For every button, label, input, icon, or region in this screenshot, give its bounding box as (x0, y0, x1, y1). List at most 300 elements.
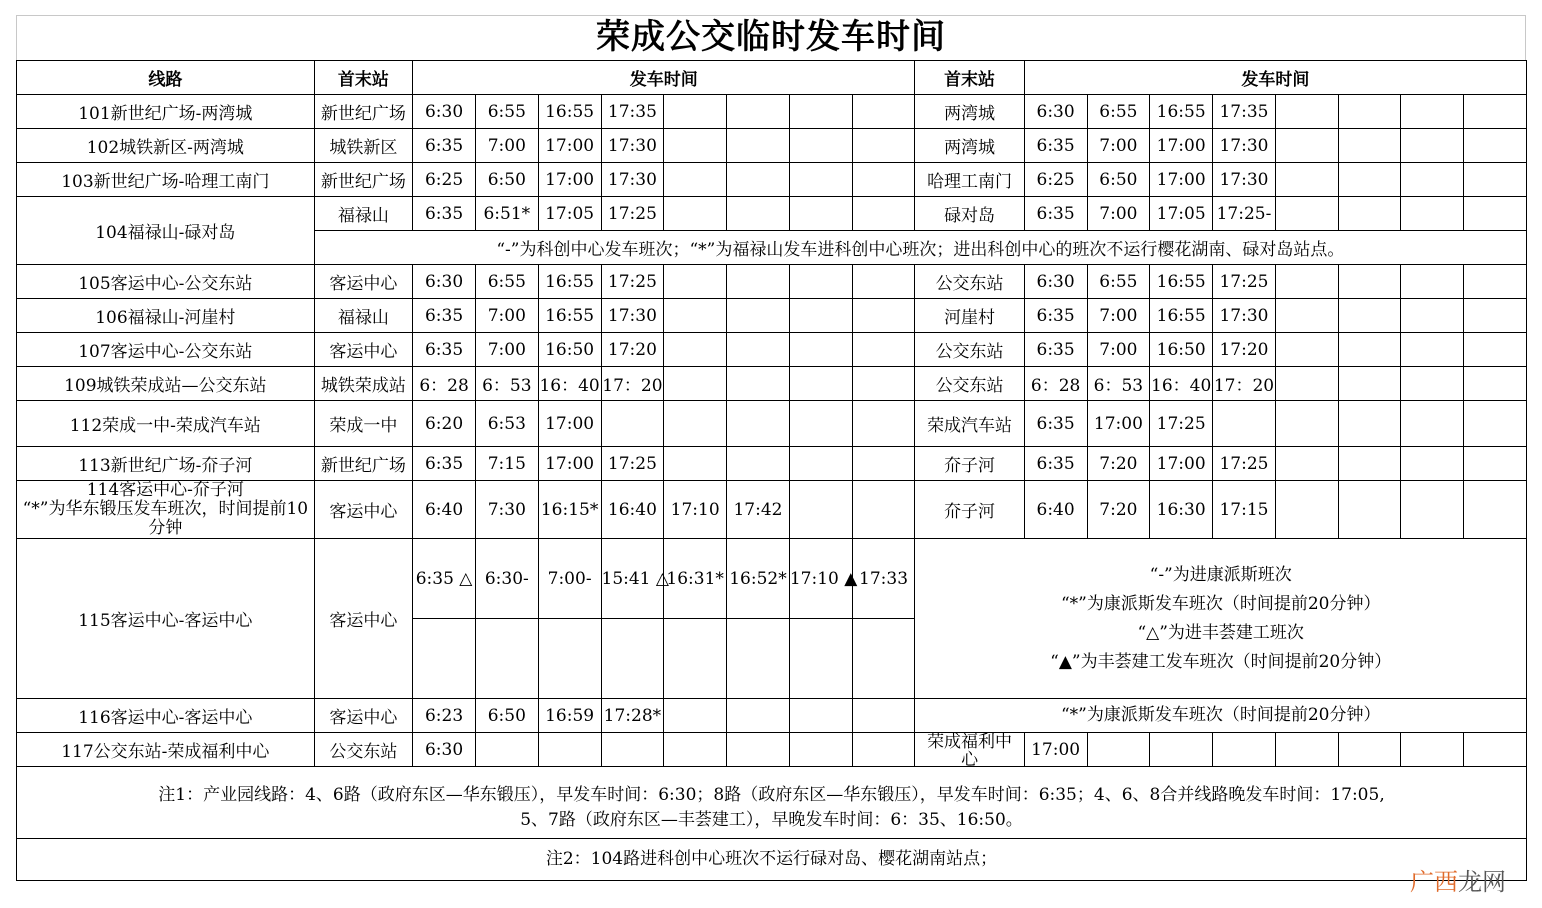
a-time-cell: 17:10 (664, 481, 727, 539)
a-time-cell: 16:55 (538, 265, 601, 299)
timetable-grid (16, 60, 1527, 881)
b-stop: 夼子河 (915, 481, 1024, 539)
route-row (17, 95, 1527, 129)
a-time-cell: 6:35 (413, 197, 476, 231)
b-time-cell (1464, 163, 1527, 197)
legend-line: “*”为康派斯发车班次（时间提前20分钟） (1060, 593, 1381, 614)
b-stop-line: 心 (961, 750, 979, 770)
b-time-cell (1150, 733, 1213, 767)
b-time-cell (1464, 197, 1527, 231)
legend-line: “△”为进丰荟建工班次 (1137, 622, 1304, 643)
b-time-cell (1338, 481, 1401, 539)
b-time-cell: 17:00 (1150, 447, 1213, 481)
a-time-cell: 6:51* (475, 197, 538, 231)
a-time-cell (475, 733, 538, 767)
b-time-cell (1338, 265, 1401, 299)
a-time-cell: 6:35 (413, 447, 476, 481)
a-time-cell: 16:15* (538, 481, 601, 539)
b-time-cell (1464, 481, 1527, 539)
a-time-cell (852, 197, 915, 231)
a-time-cell (664, 619, 727, 699)
b-time-cell (1338, 95, 1401, 129)
b-time-cell (1213, 401, 1276, 447)
route-name: 112荣成一中-荣成汽车站 (17, 401, 315, 447)
a-time-cell (727, 95, 790, 129)
b-time-cell: 17:30 (1213, 129, 1276, 163)
route-name: 107客运中心-公交东站 (17, 333, 315, 367)
route-name: 104福禄山-碌对岛 (17, 197, 315, 265)
b-time-cell: 17:30 (1213, 163, 1276, 197)
a-time-cell (413, 619, 476, 699)
b-stop: 公交东站 (915, 333, 1024, 367)
a-time-cell (727, 401, 790, 447)
header-times-b: 发车时间 (1024, 61, 1526, 95)
a-time-cell (789, 299, 852, 333)
a-time-cell (664, 733, 727, 767)
a-time-cell (475, 619, 538, 699)
a-time-cell: 6:20 (413, 401, 476, 447)
a-time-cell: 6:55 (475, 265, 538, 299)
a-stop: 客运中心 (314, 333, 413, 367)
a-time-cell: 16:55 (538, 95, 601, 129)
b-time-cell (1464, 129, 1527, 163)
b-time-cell: 17:35 (1213, 95, 1276, 129)
b-time-cell: 6:55 (1087, 95, 1150, 129)
b-time-cell: 17:00 (1087, 401, 1150, 447)
b-time-cell (1338, 197, 1401, 231)
a-time-cell (789, 367, 852, 401)
a-time-cell: 6：28 (413, 367, 476, 401)
header-route: 线路 (17, 61, 315, 95)
a-time-cell: 17:00 (538, 163, 601, 197)
a-time-cell (789, 447, 852, 481)
a-time-cell (789, 733, 852, 767)
a-time-cell (664, 447, 727, 481)
route-row (17, 333, 1527, 367)
a-time-cell (538, 619, 601, 699)
b-time-cell: 16:55 (1150, 299, 1213, 333)
b-time-cell (1401, 129, 1464, 163)
route-row (17, 401, 1527, 447)
watermark-part1: 广西 (1410, 868, 1458, 896)
a-time-cell: 17:30 (601, 299, 664, 333)
b-stop: 碌对岛 (915, 197, 1024, 231)
b-time-cell: 17:05 (1150, 197, 1213, 231)
b-time-cell (1401, 197, 1464, 231)
b-time-cell: 17：20 (1213, 367, 1276, 401)
b-time-cell: 6:35 (1024, 129, 1087, 163)
a-time-cell (727, 265, 790, 299)
b-time-cell (1401, 401, 1464, 447)
route-name: 117公交东站-荣成福利中心 (17, 733, 315, 767)
a-time-cell (727, 163, 790, 197)
a-time-cell: 7:00 (475, 299, 538, 333)
b-time-cell (1401, 95, 1464, 129)
a-stop: 新世纪广场 (314, 95, 413, 129)
a-time-cell (538, 733, 601, 767)
a-time-cell: 6:30- (475, 539, 538, 619)
b-time-cell (1401, 733, 1464, 767)
b-time-cell (1464, 333, 1527, 367)
a-time-cell (852, 95, 915, 129)
a-time-cell: 6:55 (475, 95, 538, 129)
a-time-cell: 17:25 (601, 447, 664, 481)
b-time-cell (1464, 447, 1527, 481)
a-time-cell: 17:10 ▲ (789, 539, 852, 619)
b-time-cell: 6:25 (1024, 163, 1087, 197)
b-time-cell: 7:00 (1087, 129, 1150, 163)
route-name: 106福禄山-河崖村 (17, 299, 315, 333)
b-time-cell (1213, 733, 1276, 767)
a-stop: 城铁新区 (314, 129, 413, 163)
header-terminal-a: 首末站 (314, 61, 413, 95)
b-time-cell (1275, 447, 1338, 481)
route-row (17, 481, 1527, 539)
b-time-cell (1464, 401, 1527, 447)
a-time-cell (789, 481, 852, 539)
b-time-cell (1338, 129, 1401, 163)
a-time-cell: 16:40 (601, 481, 664, 539)
a-time-cell (664, 299, 727, 333)
a-time-cell (789, 401, 852, 447)
b-time-cell (1275, 163, 1338, 197)
route-row (17, 733, 1527, 767)
a-time-cell (852, 401, 915, 447)
route-116-note: “*”为康派斯发车班次（时间提前20分钟） (915, 699, 1527, 733)
b-time-cell: 7:00 (1087, 299, 1150, 333)
route-row (17, 265, 1527, 299)
a-time-cell (727, 129, 790, 163)
a-time-cell: 6:50 (475, 163, 538, 197)
b-time-cell (1275, 481, 1338, 539)
b-time-cell: 7:00 (1087, 197, 1150, 231)
route-name: 109城铁荣成站—公交东站 (17, 367, 315, 401)
a-time-cell: 16：40 (538, 367, 601, 401)
a-time-cell (789, 129, 852, 163)
b-time-cell: 6:35 (1024, 401, 1087, 447)
b-time-cell (1275, 129, 1338, 163)
a-time-cell (852, 265, 915, 299)
b-time-cell: 16:55 (1150, 265, 1213, 299)
b-time-cell (1464, 733, 1527, 767)
a-time-cell: 6:25 (413, 163, 476, 197)
a-time-cell (664, 699, 727, 733)
a-time-cell: 6:30 (413, 265, 476, 299)
route-115-legend (915, 539, 1527, 699)
b-stop: 两湾城 (915, 95, 1024, 129)
a-time-cell (789, 619, 852, 699)
route-row (17, 163, 1527, 197)
b-stop: 夼子河 (915, 447, 1024, 481)
a-time-cell (852, 733, 915, 767)
page-title: 荣成公交临时发车时间 (596, 17, 946, 57)
a-time-cell: 17:30 (601, 163, 664, 197)
b-time-cell (1401, 367, 1464, 401)
b-time-cell (1275, 367, 1338, 401)
a-time-cell (727, 367, 790, 401)
a-time-cell (664, 401, 727, 447)
route-name (17, 481, 315, 539)
a-time-cell (789, 197, 852, 231)
a-time-cell (601, 733, 664, 767)
b-time-cell (1401, 265, 1464, 299)
b-time-cell: 7:00 (1087, 333, 1150, 367)
header-row (17, 61, 1527, 95)
a-stop: 福禄山 (314, 197, 413, 231)
a-stop: 客运中心 (314, 481, 413, 539)
route-name-line: 114客运中心-夼子河 (86, 480, 244, 500)
footnote-line: 注1：产业园线路：4、6路（政府东区—华东锻压），早发车时间：6:30；8路（政府东区—华东锻压），早发车时间：6:35；4、6、8合并线路晚发车时间：17:05, (158, 785, 1385, 805)
b-time-cell: 6:35 (1024, 197, 1087, 231)
b-time-cell (1401, 447, 1464, 481)
route-name: 102城铁新区-两湾城 (17, 129, 315, 163)
b-time-cell: 6:50 (1087, 163, 1150, 197)
a-time-cell: 16:52* (727, 539, 790, 619)
b-time-cell: 6:35 (1024, 333, 1087, 367)
a-time-cell: 6:23 (413, 699, 476, 733)
a-time-cell: 6:35 (413, 299, 476, 333)
route-name: 101新世纪广场-两湾城 (17, 95, 315, 129)
a-time-cell: 6:35 △ (413, 539, 476, 619)
b-time-cell: 6:35 (1024, 447, 1087, 481)
b-time-cell: 17:25- (1213, 197, 1276, 231)
watermark (1410, 862, 1506, 897)
route-name: 115客运中心-客运中心 (17, 539, 315, 699)
b-time-cell: 17:15 (1213, 481, 1276, 539)
a-time-cell: 17:25 (601, 265, 664, 299)
a-time-cell (852, 333, 915, 367)
a-stop: 新世纪广场 (314, 163, 413, 197)
b-time-cell: 6：28 (1024, 367, 1087, 401)
b-time-cell (1275, 197, 1338, 231)
a-time-cell (664, 197, 727, 231)
a-time-cell (789, 699, 852, 733)
a-stop: 福禄山 (314, 299, 413, 333)
b-stop: 荣成汽车站 (915, 401, 1024, 447)
b-stop-line: 荣成福利中 (927, 732, 1013, 752)
b-time-cell (1464, 265, 1527, 299)
a-time-cell: 7:00- (538, 539, 601, 619)
footnote-row (17, 767, 1527, 839)
b-time-cell: 6:55 (1087, 265, 1150, 299)
b-time-cell (1275, 401, 1338, 447)
header-terminal-b: 首末站 (915, 61, 1024, 95)
a-time-cell (727, 333, 790, 367)
a-time-cell: 17:28* (601, 699, 664, 733)
b-time-cell: 17:25 (1213, 447, 1276, 481)
a-time-cell: 6:53 (475, 401, 538, 447)
a-time-cell (664, 129, 727, 163)
b-stop: 公交东站 (915, 367, 1024, 401)
b-stop: 河崖村 (915, 299, 1024, 333)
b-time-cell: 17:20 (1213, 333, 1276, 367)
route-row (17, 367, 1527, 401)
a-time-cell: 17:00 (538, 129, 601, 163)
b-stop: 两湾城 (915, 129, 1024, 163)
a-time-cell: 16:55 (538, 299, 601, 333)
timetable-body (17, 61, 1527, 881)
a-time-cell (852, 129, 915, 163)
b-time-cell (1275, 95, 1338, 129)
route-row (17, 699, 1527, 733)
route-row (17, 539, 1527, 619)
route-row (17, 197, 1527, 231)
a-time-cell: 17:20 (601, 333, 664, 367)
a-time-cell (789, 265, 852, 299)
b-time-cell (1087, 733, 1150, 767)
a-time-cell (852, 619, 915, 699)
b-time-cell (1464, 367, 1527, 401)
footnote-1 (17, 767, 1527, 839)
b-time-cell: 17:00 (1024, 733, 1087, 767)
a-stop: 荣成一中 (314, 401, 413, 447)
a-time-cell (789, 333, 852, 367)
a-time-cell: 7:00 (475, 333, 538, 367)
b-time-cell (1338, 447, 1401, 481)
a-stop: 新世纪广场 (314, 447, 413, 481)
a-time-cell (601, 619, 664, 699)
a-time-cell: 17:00 (538, 401, 601, 447)
a-time-cell: 17:35 (601, 95, 664, 129)
a-time-cell (852, 299, 915, 333)
footnote-row (17, 839, 1527, 881)
b-time-cell (1401, 163, 1464, 197)
a-time-cell (852, 163, 915, 197)
b-time-cell: 17:30 (1213, 299, 1276, 333)
b-time-cell (1338, 367, 1401, 401)
a-time-cell (727, 447, 790, 481)
b-time-cell (1338, 401, 1401, 447)
b-time-cell: 6：53 (1087, 367, 1150, 401)
a-time-cell: 15:41 △ (601, 539, 664, 619)
b-time-cell: 17:25 (1150, 401, 1213, 447)
a-time-cell (664, 95, 727, 129)
a-time-cell (664, 333, 727, 367)
a-time-cell (727, 197, 790, 231)
a-time-cell (852, 481, 915, 539)
b-time-cell (1275, 733, 1338, 767)
a-time-cell (727, 733, 790, 767)
a-time-cell (664, 163, 727, 197)
route-name: 105客运中心-公交东站 (17, 265, 315, 299)
b-time-cell: 6:30 (1024, 265, 1087, 299)
route-row (17, 299, 1527, 333)
b-stop (915, 732, 1024, 770)
b-time-cell (1275, 265, 1338, 299)
a-time-cell (727, 619, 790, 699)
a-time-cell: 7:00 (475, 129, 538, 163)
b-time-cell (1464, 95, 1527, 129)
b-time-cell (1401, 481, 1464, 539)
route-row (17, 129, 1527, 163)
a-time-cell: 6:30 (413, 733, 476, 767)
b-stop: 公交东站 (915, 265, 1024, 299)
b-time-cell: 16:50 (1150, 333, 1213, 367)
a-time-cell: 6:30 (413, 95, 476, 129)
a-time-cell (852, 447, 915, 481)
route-name-line: 分钟 (148, 518, 183, 538)
route-name: 103新世纪广场-哈理工南门 (17, 163, 315, 197)
b-time-cell: 17:00 (1150, 163, 1213, 197)
b-time-cell: 16：40 (1150, 367, 1213, 401)
b-time-cell (1401, 299, 1464, 333)
a-time-cell: 6:40 (413, 481, 476, 539)
a-time-cell (664, 265, 727, 299)
b-time-cell: 6:35 (1024, 299, 1087, 333)
b-time-cell: 7:20 (1087, 447, 1150, 481)
b-time-cell: 7:20 (1087, 481, 1150, 539)
a-stop: 客运中心 (314, 265, 413, 299)
route-name-line: “*”为华东锻压发车班次，时间提前10 (22, 499, 309, 519)
a-time-cell: 16:31* (664, 539, 727, 619)
route-row (17, 447, 1527, 481)
b-time-cell (1275, 333, 1338, 367)
a-stop: 公交东站 (314, 733, 413, 767)
route-104-note: “-”为科创中心发车班次；“*”为福禄山发车进科创中心班次；进出科创中心的班次不运行樱花湖南、碌对岛站点。 (314, 231, 1526, 265)
a-time-cell: 17：20 (601, 367, 664, 401)
a-stop: 客运中心 (314, 699, 413, 733)
a-time-cell (727, 299, 790, 333)
b-time-cell: 17:25 (1213, 265, 1276, 299)
a-time-cell (664, 367, 727, 401)
b-time-cell (1338, 299, 1401, 333)
b-time-cell: 17:00 (1150, 129, 1213, 163)
a-time-cell (601, 401, 664, 447)
footnote-line: 5、7路（政府东区—丰荟建工），早晚发车时间：6：35、16:50。 (520, 810, 1023, 830)
legend-line: “▲”为丰荟建工发车班次（时间提前20分钟） (1050, 651, 1392, 672)
b-time-cell (1338, 163, 1401, 197)
a-time-cell: 6:50 (475, 699, 538, 733)
a-time-cell (852, 699, 915, 733)
footnote-2: 注2：104路进科创中心班次不运行碌对岛、樱花湖南站点； (17, 839, 1527, 881)
a-time-cell: 6：53 (475, 367, 538, 401)
b-stop: 哈理工南门 (915, 163, 1024, 197)
b-time-cell: 16:30 (1150, 481, 1213, 539)
b-time-cell: 6:40 (1024, 481, 1087, 539)
b-time-cell (1338, 733, 1401, 767)
route-name: 116客运中心-客运中心 (17, 699, 315, 733)
a-stop: 城铁荣成站 (314, 367, 413, 401)
a-time-cell: 6:35 (413, 129, 476, 163)
b-time-cell: 6:30 (1024, 95, 1087, 129)
a-time-cell: 17:25 (601, 197, 664, 231)
a-time-cell (852, 367, 915, 401)
a-time-cell: 17:33 (852, 539, 915, 619)
a-stop: 客运中心 (314, 539, 413, 699)
legend-line: “-”为进康派斯班次 (1149, 564, 1292, 585)
a-time-cell: 16:59 (538, 699, 601, 733)
a-time-cell: 7:30 (475, 481, 538, 539)
a-time-cell: 17:30 (601, 129, 664, 163)
b-time-cell (1275, 299, 1338, 333)
route-name: 113新世纪广场-夼子河 (17, 447, 315, 481)
a-time-cell (789, 163, 852, 197)
a-time-cell: 17:00 (538, 447, 601, 481)
a-time-cell: 17:42 (727, 481, 790, 539)
a-time-cell (727, 699, 790, 733)
b-time-cell (1401, 333, 1464, 367)
watermark-part2: 龙网 (1458, 868, 1506, 896)
a-time-cell: 7:15 (475, 447, 538, 481)
b-time-cell: 16:55 (1150, 95, 1213, 129)
a-time-cell (789, 95, 852, 129)
a-time-cell: 17:05 (538, 197, 601, 231)
b-time-cell (1464, 299, 1527, 333)
header-times-a: 发车时间 (413, 61, 915, 95)
b-time-cell (1338, 333, 1401, 367)
a-time-cell: 6:35 (413, 333, 476, 367)
a-time-cell: 16:50 (538, 333, 601, 367)
